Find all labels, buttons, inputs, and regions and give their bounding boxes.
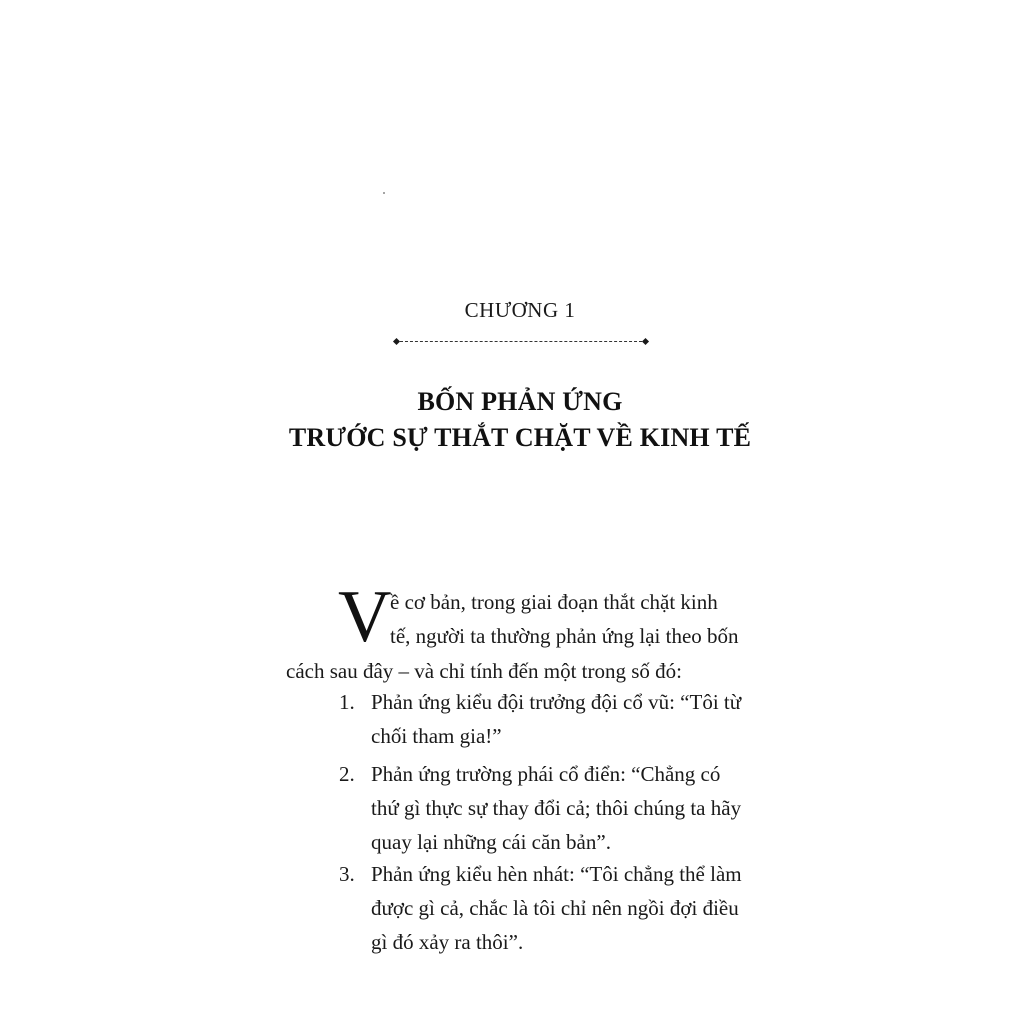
list-item-text: quay lại những cái căn bản”.: [371, 830, 611, 854]
list-item-text: Phản ứng kiểu hèn nhát: “Tôi chẳng thể làm: [371, 862, 742, 886]
list-item-number: 3.: [339, 862, 355, 886]
chapter-divider: [394, 338, 648, 346]
page-speck: [383, 192, 385, 194]
divider-dashed-line: [400, 341, 642, 342]
intro-line-1: ề cơ bản, trong giai đoạn thắt chặt kinh: [390, 590, 718, 614]
chapter-label: CHƯƠNG 1: [464, 298, 576, 322]
list-item-text: Phản ứng kiểu đội trưởng đội cổ vũ: “Tôi từ: [371, 690, 742, 714]
list-item-number: 2.: [339, 762, 355, 786]
list-item-text: được gì cả, chắc là tôi chỉ nên ngồi đợi điều: [371, 896, 739, 920]
chapter-title-line-1: BỐN PHẢN ỨNG: [417, 387, 623, 416]
intro-line-2: tế, người ta thường phản ứng lại theo bốn: [390, 624, 739, 648]
list-item-number: 1.: [339, 690, 355, 714]
chapter-title-line-2: TRƯỚC SỰ THẮT CHẶT VỀ KINH TẾ: [288, 423, 752, 452]
list-item-text: gì đó xảy ra thôi”.: [371, 930, 524, 954]
list-item-text: Phản ứng trường phái cổ điển: “Chẳng có: [371, 762, 721, 786]
intro-line-3: cách sau đây – và chỉ tính đến một trong số đó:: [286, 659, 682, 683]
list-item-text: thứ gì thực sự thay đổi cả; thôi chúng ta hãy: [371, 796, 742, 820]
divider-left-diamond: [393, 338, 400, 345]
drop-cap: V: [338, 576, 392, 658]
list-item-text: chối tham gia!”: [371, 724, 502, 748]
divider-right-diamond: [642, 338, 649, 345]
